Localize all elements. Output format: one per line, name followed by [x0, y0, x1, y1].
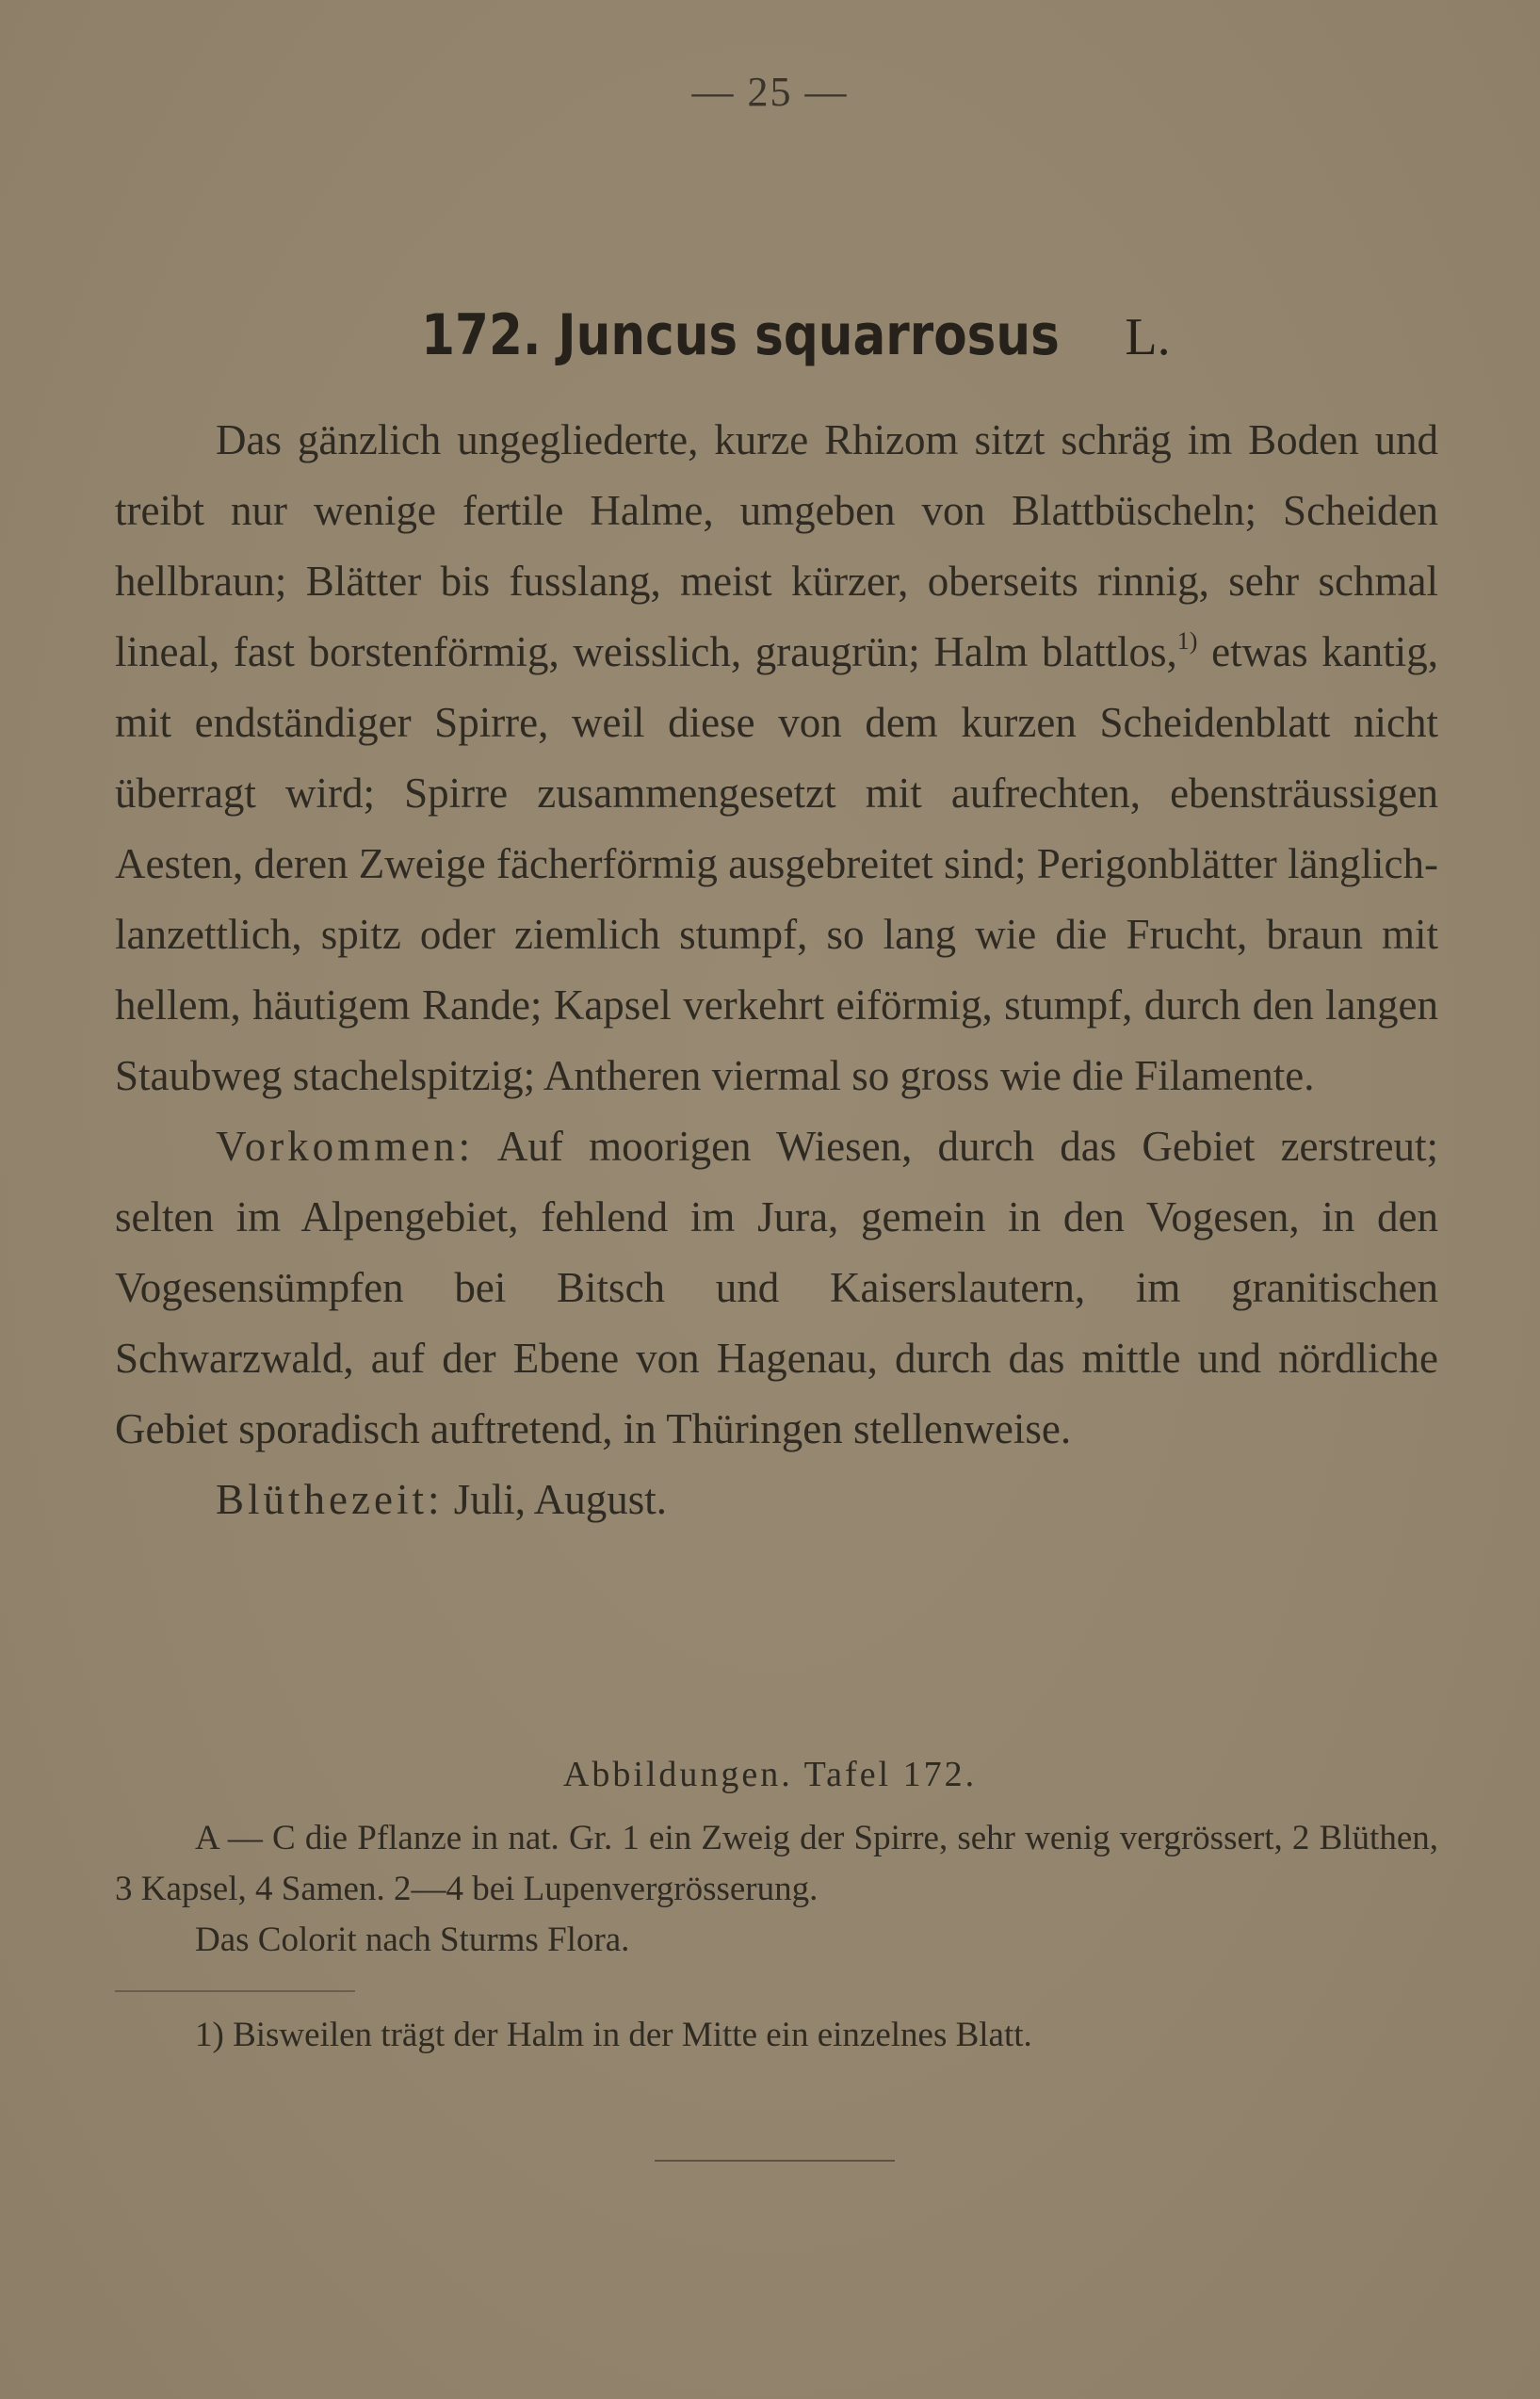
caption-line-colour: Das Colorit nach Sturms Flora.: [195, 1921, 630, 1959]
species-author: L.: [1125, 308, 1171, 366]
page-number: — 25 —: [691, 69, 849, 115]
species-title: [0, 300, 1540, 373]
flowering-paragraph: [115, 1465, 1438, 1535]
morphology-text-part2: etwas kantig, mit endständiger Spirre, weil diese von dem kurzen Scheidenblatt nicht überragt wird; Spirre zusammengesetzt mit aufrechten, ebensträussigen Aesten, deren Zweige fächerförmig ausgebreitet sind; Perigonblätter länglich-lanzettlich, spitz oder ziemlich stumpf, so lang wie die Frucht, braun mit hellem, häutigem Rande; Kapsel verkehrt eiförmig, stumpf, durch den langen Staubweg stachelspitzig; Antheren viermal so gross wie die Filamente.: [115, 628, 1438, 1099]
occurrence-text: Auf moorigen Wiesen, durch das Gebiet zerstreut; selten im Alpengebiet, fehlend im Jura, gemein in den Vogesen, in den Vogesensümpfen bei Bitsch und Kaiserslautern, im granitischen Schwarzwald, auf der Ebene von Hagenau, durch das mittle und nördliche Gebiet sporadisch auftretend, in Thüringen stellenweise.: [115, 1123, 1438, 1452]
illustrations-heading: Abbildungen. Tafel 172.: [562, 1755, 978, 1794]
morphology-text-part1: Das gänzlich ungegliederte, kurze Rhizom sitzt schräg im Boden und treibt nur wenige fertile Halme, umgeben von Blattbüscheln; Scheiden hellbraun; Blätter bis fusslang, meist kürzer, oberseits rinnig, sehr schmal lineal, fast borstenförmig, weisslich, graugrün; Halm blattlos,: [115, 416, 1438, 675]
end-divider: [655, 2160, 895, 2162]
footnote-divider: [115, 1990, 355, 1992]
flowering-label: Blüthezeit:: [216, 1476, 444, 1523]
species-name: 172. Juncus squarrosus: [421, 302, 1061, 368]
flowering-text: Juli, August.: [443, 1476, 667, 1523]
caption-line-plates: A — C die Pflanze in nat. Gr. 1 ein Zweig der Spirre, sehr wenig vergrössert, 2 Blüthen, 3 Kapsel, 4 Samen. 2—4 bei Lupenvergrösserung.: [115, 1819, 1438, 1908]
illustrations-caption: [115, 1813, 1438, 1966]
morphology-paragraph: [115, 405, 1438, 1111]
footnote-marker: 1): [1176, 627, 1198, 655]
occurrence-label: Vorkommen:: [216, 1123, 475, 1170]
species-description: [115, 405, 1438, 1535]
occurrence-paragraph: [115, 1111, 1438, 1465]
footnote: 1) Bisweilen trägt der Halm in der Mitte ein einzelnes Blatt.: [195, 2016, 1032, 2054]
